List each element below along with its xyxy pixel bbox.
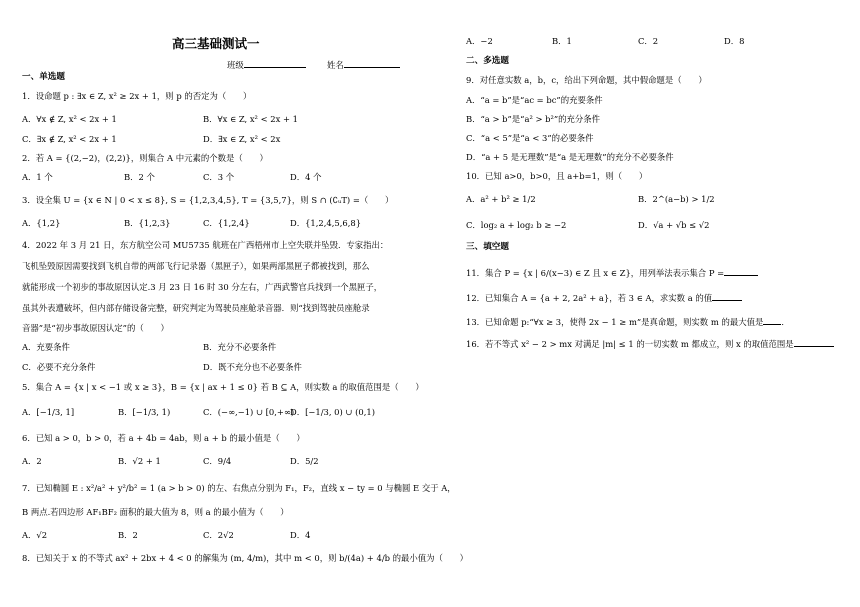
q7-line-2: B 两点.若四边形 AF₁BF₂ 面积的最大值为 8，则 a 的最小值为（ ） bbox=[22, 507, 289, 517]
q13-tail: ． bbox=[781, 317, 790, 327]
q2-option-a[interactable]: A．1 个 bbox=[22, 172, 53, 182]
q9-option-a[interactable]: A．“a = b”是“ac = bc”的充要条件 bbox=[466, 95, 603, 105]
q2-option-c[interactable]: C．3 个 bbox=[203, 172, 235, 182]
q1-option-d[interactable]: D．∃x ∈ Z, x² < 2x bbox=[203, 134, 281, 144]
q12-answer-blank[interactable] bbox=[712, 291, 742, 301]
q7-line-1: 7．已知椭圆 E : x²/a² + y²/b² = 1 (a > b > 0) 的左、右焦点分别为 F₁，F₂，直线 x − ty = 0 与椭圆 E 交于 A， bbox=[22, 483, 456, 493]
q7-option-d[interactable]: D．4 bbox=[290, 530, 311, 540]
exam-title: 高三基础测试一 bbox=[172, 36, 260, 51]
q6-option-d[interactable]: D．5/2 bbox=[290, 456, 319, 466]
q3-option-a[interactable]: A．{1,2} bbox=[22, 218, 61, 228]
q4-line-1: 4．2022 年 3 月 21 日，东方航空公司 MU5735 航班在广西梧州市上空失联并坠毁．专家指出： bbox=[22, 240, 389, 250]
q8-stem: 8．已知关于 x 的不等式 ax² + 2bx + 4 < 0 的解集为 (m, 4/m)，其中 m < 0，则 b/(4a) + 4/b 的最小值为（ ） bbox=[22, 553, 469, 563]
q2-option-d[interactable]: D．4 个 bbox=[290, 172, 322, 182]
q7-option-a[interactable]: A．√2 bbox=[22, 530, 48, 540]
q9-stem: 9．对任意实数 a，b，c，给出下列命题，其中假命题是（ ） bbox=[466, 75, 707, 85]
name-blank[interactable] bbox=[344, 58, 400, 68]
q4-option-d[interactable]: D．既不充分也不必要条件 bbox=[203, 362, 302, 372]
q16-line bbox=[466, 337, 834, 350]
q13-stem: 13．已知命题 p:“∀x ≥ 3，使得 2x − 1 ≥ m”是真命题，则实数 m 的最大值是 bbox=[466, 317, 764, 327]
name-label: 姓名 bbox=[327, 60, 344, 70]
q7-option-c[interactable]: C．2√2 bbox=[203, 530, 234, 540]
q4-line-4: 虽其外表遭破坏，但内部存储设备完整，研究判定为驾驶员座舱录音器．则“找到驾驶员座舱录 bbox=[22, 303, 370, 313]
q10-option-b[interactable]: B．2^(a−b) > 1/2 bbox=[638, 194, 715, 204]
q2-stem: 2．若 A = {(2,−2)，(2,2)}，则集合 A 中元素的个数是（ ） bbox=[22, 153, 268, 163]
q5-option-d[interactable]: D．[−1/3, 0) ∪ (0,1) bbox=[290, 407, 375, 417]
q10-option-c[interactable]: C．log₂ a + log₂ b ≥ −2 bbox=[466, 220, 567, 230]
q10-stem: 10．已知 a>0，b>0，且 a+b=1，则（ ） bbox=[466, 171, 648, 181]
q4-option-a[interactable]: A．充要条件 bbox=[22, 342, 70, 352]
q3-option-d[interactable]: D．{1,2,4,5,6,8} bbox=[290, 218, 362, 228]
q7-option-b[interactable]: B．2 bbox=[118, 530, 138, 540]
section-multiple-choice: 二、多选题 bbox=[466, 56, 509, 66]
name-field bbox=[327, 58, 400, 71]
q6-stem: 6．已知 a > 0，b > 0，若 a + 4b = 4ab，则 a + b 的最小值是（ ） bbox=[22, 433, 305, 443]
q6-option-a[interactable]: A．2 bbox=[22, 456, 42, 466]
q4-option-b[interactable]: B．充分不必要条件 bbox=[203, 342, 277, 352]
class-field bbox=[227, 58, 306, 71]
q16-stem: 16．若不等式 x² − 2 > mx 对满足 |m| ≤ 1 的一切实数 m 都成立，则 x 的取值范围是 bbox=[466, 339, 794, 349]
class-blank[interactable] bbox=[244, 58, 306, 68]
q5-option-b[interactable]: B．[−1/3, 1) bbox=[118, 407, 171, 417]
q9-option-c[interactable]: C．“a < 5”是“a < 3”的必要条件 bbox=[466, 133, 594, 143]
q13-line bbox=[466, 315, 790, 328]
q1-option-c[interactable]: C．∃x ∉ Z, x² < 2x + 1 bbox=[22, 134, 117, 144]
q12-stem: 12．已知集合 A = {a + 2, 2a² + a}，若 3 ∈ A，求实数 a 的值 bbox=[466, 293, 713, 303]
q10-option-d[interactable]: D．√a + √b ≤ √2 bbox=[638, 220, 710, 230]
q6-option-b[interactable]: B．√2 + 1 bbox=[118, 456, 161, 466]
q2-option-b[interactable]: B．2 个 bbox=[124, 172, 155, 182]
q16-answer-blank[interactable] bbox=[794, 337, 834, 347]
q9-option-d[interactable]: D．“a + 5 是无理数”是“a 是无理数”的充分不必要条件 bbox=[466, 152, 674, 162]
class-label: 班级 bbox=[227, 60, 244, 70]
q4-line-2: 飞机坠毁原因需要找到飞机自带的两部飞行记录器（黑匣子），如果两部黑匣子都被找到，那么 bbox=[22, 261, 370, 271]
q5-option-c[interactable]: C．(−∞,−1) ∪ [0,+∞) bbox=[203, 407, 295, 417]
q13-answer-blank[interactable] bbox=[763, 315, 781, 325]
q1-stem: 1．设命题 p : ∃x ∈ Z, x² ≥ 2x + 1，则 p 的否定为（ ） bbox=[22, 91, 252, 101]
q1-option-a[interactable]: A．∀x ∉ Z, x² < 2x + 1 bbox=[22, 114, 117, 124]
q1-option-b[interactable]: B．∀x ∈ Z, x² < 2x + 1 bbox=[203, 114, 298, 124]
q5-option-a[interactable]: A．[−1/3, 1] bbox=[22, 407, 75, 417]
q6-option-c[interactable]: C．9/4 bbox=[203, 456, 232, 466]
q12-line bbox=[466, 291, 742, 304]
q8-option-d[interactable]: D．8 bbox=[724, 36, 745, 46]
q8-option-c[interactable]: C．2 bbox=[638, 36, 659, 46]
q11-stem: 11．集合 P = {x | 6/(x−3) ∈ Z 且 x ∈ Z}，用列举法表示集合 P = bbox=[466, 268, 725, 278]
q11-answer-blank[interactable] bbox=[724, 266, 758, 276]
q3-option-c[interactable]: C．{1,2,4} bbox=[203, 218, 250, 228]
q8-option-b[interactable]: B．1 bbox=[552, 36, 572, 46]
q8-option-a[interactable]: A．−2 bbox=[466, 36, 493, 46]
q4-line-3: 就能形成一个初步的事故原因认定.3 月 23 日 16 时 30 分左右，广西武警官兵找到一个黑匣子， bbox=[22, 282, 383, 292]
q3-option-b[interactable]: B．{1,2,3} bbox=[124, 218, 171, 228]
section-fill-in: 三、填空题 bbox=[466, 242, 509, 252]
q10-option-a[interactable]: A．a² + b² ≥ 1/2 bbox=[466, 194, 536, 204]
section-single-choice: 一、单选题 bbox=[22, 72, 65, 82]
q4-option-c[interactable]: C．必要不充分条件 bbox=[22, 362, 96, 372]
q9-option-b[interactable]: B．“a > b”是“a² > b²”的充分条件 bbox=[466, 114, 601, 124]
q4-line-5: 音器”是“初步事故原因认定”的（ ） bbox=[22, 323, 169, 333]
q11-line bbox=[466, 266, 758, 279]
q3-stem: 3．设全集 U = {x ∈ N | 0 < x ≤ 8}, S = {1,2,3,4,5}, T = {3,5,7}，则 S ∩ (∁ᵤT) =（ ） bbox=[22, 195, 394, 205]
q5-stem: 5．集合 A = {x | x < −1 或 x ≥ 3}，B = {x | ax + 1 ≤ 0} 若 B ⊆ A，则实数 a 的取值范围是（ ） bbox=[22, 382, 424, 392]
